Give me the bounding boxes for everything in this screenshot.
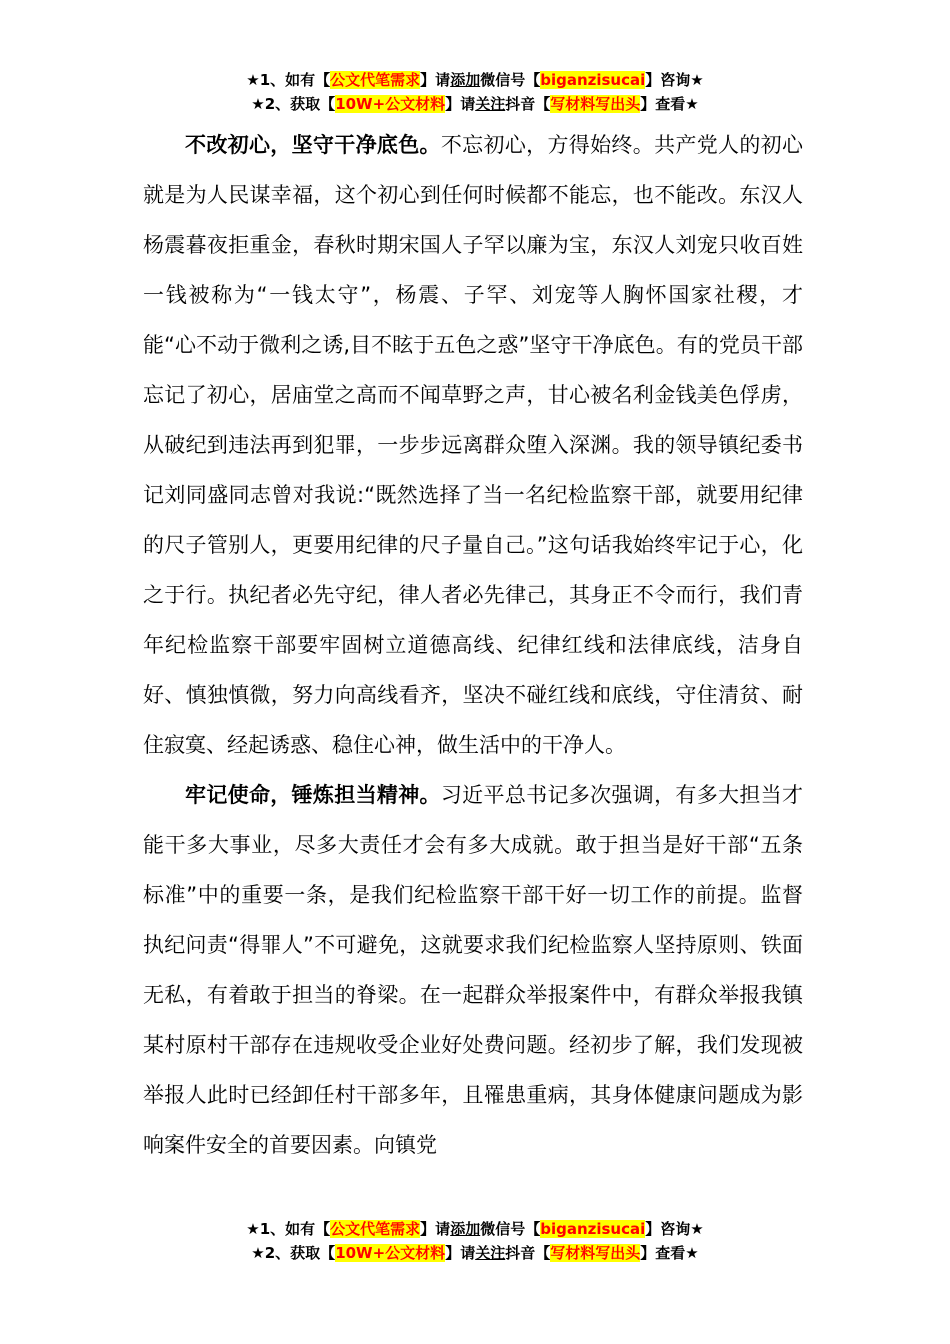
- banner-underlined-text: 关注: [475, 95, 506, 113]
- banner-text: 抖音【: [505, 95, 551, 113]
- banner-text: 】请: [420, 71, 451, 89]
- paragraph-text: 不忘初心，方得始终。共产党人的初心就是为人民谋幸福，这个初心到任何时候都不能忘，也不能改。东汉人杨震暮夜拒重金，春秋时期宋国人子罕以廉为宝，东汉人刘宠只收百姓一钱被称为“一钱太守”，杨震、子罕、刘宠等人胸怀国家社稷，才能“心不动于微利之诱,目不眩于五色之惑”坚守干净底色。有的党员干部忘记了初心，居庙堂之高而不闻草野之声，甘心被名利金钱美色俘虏，从破纪到违法再到犯罪，一步步远离群众堕入深渊。我的领导镇纪委书记刘同盛同志曾对我说:“既然选择了当一名纪检监察干部，就要用纪律的尺子管别人，更要用纪律的尺子量自己。”这句话我始终牢记于心，化之于行。执纪者必先守纪，律人者必先律己，其身正不令而行，我们青年纪检监察干部要牢固树立道德高线、纪律红线和法律底线，洁身自好、慎独慎微，努力向高线看齐，坚决不碰红线和底线，守住清贫、耐住寂寞、经起诱惑、稳住心神，做生活中的干净人。: [143, 133, 804, 757]
- banner-line-2: [0, 92, 950, 116]
- paragraph-lead: 不改初心，坚守干净底色。: [185, 133, 441, 157]
- header-banner: [0, 68, 950, 116]
- banner-text: ★1、如有【: [246, 71, 331, 89]
- banner-highlight: biganzisucai: [540, 1220, 646, 1238]
- banner-text: 微信号【: [480, 1220, 541, 1238]
- banner-text: 】咨询★: [645, 1220, 704, 1238]
- paragraph-2: [143, 770, 803, 1170]
- banner-text: ★1、如有【: [246, 1220, 331, 1238]
- banner-highlight: 写材料写出头: [550, 95, 641, 113]
- banner-text: 】查看★: [640, 1244, 699, 1262]
- banner-line-1: [0, 1217, 950, 1241]
- banner-highlight: biganzisucai: [540, 71, 646, 89]
- paragraph-lead: 牢记使命，锤炼担当精神。: [185, 783, 441, 807]
- banner-text: 】请: [420, 1220, 451, 1238]
- banner-highlight: 公文代笔需求: [330, 71, 421, 89]
- banner-text: 】请: [445, 1244, 476, 1262]
- banner-text: ★2、获取【: [251, 1244, 336, 1262]
- banner-highlight: 10W+公文材料: [335, 1244, 446, 1262]
- banner-underlined-text: 添加: [450, 71, 481, 89]
- document-body: [143, 120, 803, 1170]
- banner-text: 】查看★: [640, 95, 699, 113]
- banner-text: 】咨询★: [645, 71, 704, 89]
- banner-highlight: 10W+公文材料: [335, 95, 446, 113]
- footer-banner: [0, 1217, 950, 1265]
- banner-highlight: 公文代笔需求: [330, 1220, 421, 1238]
- banner-underlined-text: 添加: [450, 1220, 481, 1238]
- banner-line-1: [0, 68, 950, 92]
- banner-text: 微信号【: [480, 71, 541, 89]
- paragraph-text: 习近平总书记多次强调，有多大担当才能干多大事业，尽多大责任才会有多大成就。敢于担当是好干部“五条标准”中的重要一条，是我们纪检监察干部干好一切工作的前提。监督执纪问责“得罪人”不可避免，这就要求我们纪检监察人坚持原则、铁面无私，有着敢于担当的脊梁。在一起群众举报案件中，有群众举报我镇某村原村干部存在违规收受企业好处费问题。经初步了解，我们发现被举报人此时已经卸任村干部多年，且罹患重病，其身体健康问题成为影响案件安全的首要因素。向镇党: [143, 783, 804, 1157]
- banner-text: ★2、获取【: [251, 95, 336, 113]
- banner-text: 抖音【: [505, 1244, 551, 1262]
- banner-underlined-text: 关注: [475, 1244, 506, 1262]
- banner-line-2: [0, 1241, 950, 1265]
- paragraph-1: [143, 120, 803, 770]
- banner-text: 】请: [445, 95, 476, 113]
- banner-highlight: 写材料写出头: [550, 1244, 641, 1262]
